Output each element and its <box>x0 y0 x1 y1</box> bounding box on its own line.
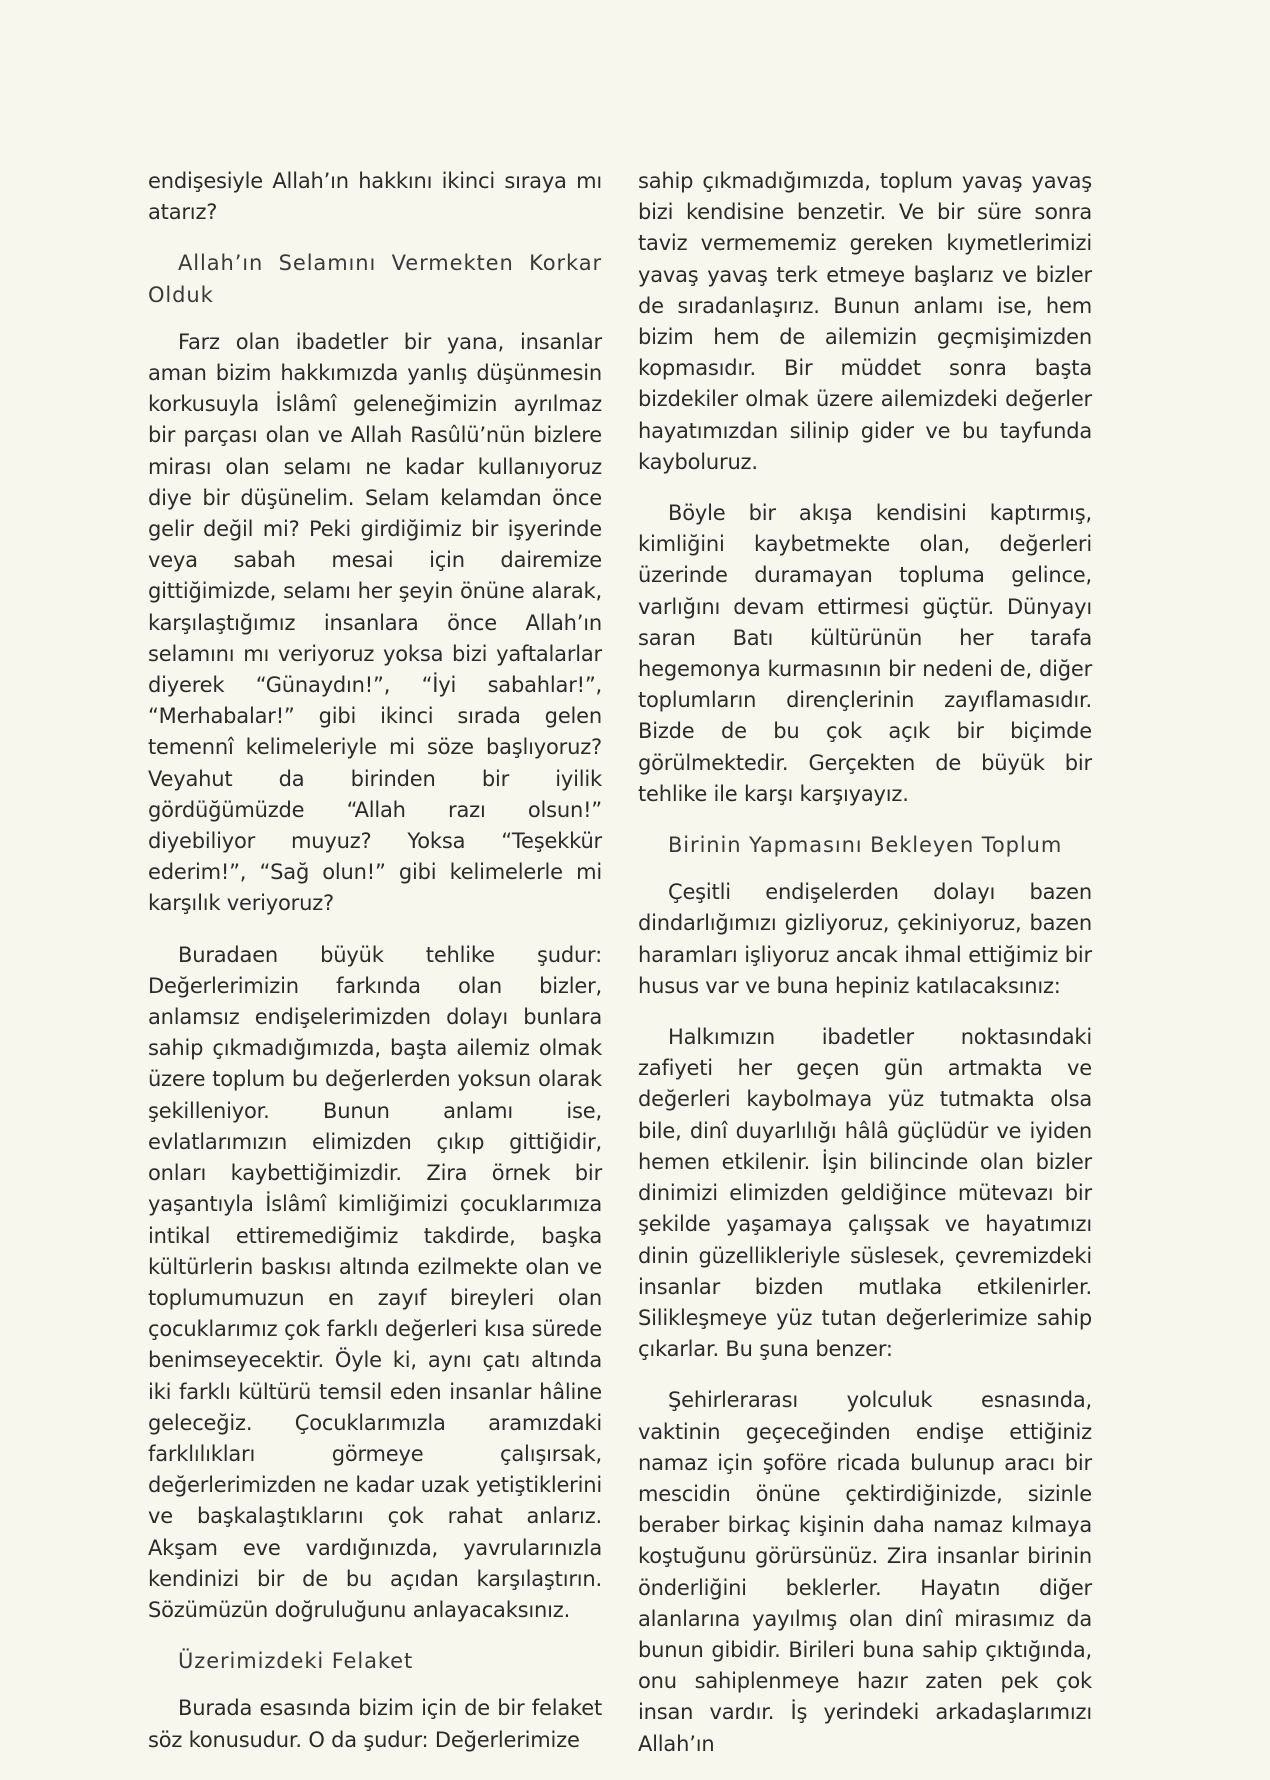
paragraph: Böyle bir akışa kendisini kaptırmış, kimliğini kaybetmekte olan, değerleri üzerinde duramayan topluma gelince, varlığını devam ettirmesi güçtür. Dünyayı saran Batı kültürünün her tarafa hegemonya kurmasının bir nedeni de, diğer toplumların dirençlerinin zayıflamasıdır. Bizde de bu çok açık bir biçimde görülmektedir. Gerçekten de büyük bir tehlike ile karşı karşıyayız. <box>638 501 1092 806</box>
paragraph: Buradaen büyük tehlike şudur: Değerlerimizin farkında olan bizler, anlamsız endişelerimizden dolayı bunlara sahip çıkmadığımızda, başta ailemiz olmak üzere toplum bu değerlerden yoksun olarak şekilleniyor. Bunun anlamı ise, evlatlarımızın elimizden çıkıp gittiğidir, onları kaybettiğimizdir. Zira örnek bir yaşantıyla İslâmî kimliğimizi çocuklarımıza intikal ettiremediğimiz takdirde, başka kültürlerin baskısı altında ezilmekte olan ve toplumumuzun en zayıf bireyleri olan çocuklarımız çok farklı değerleri kısa sürede benimseyecektir. Öyle ki, aynı çatı altında iki farklı kültürü temsil eden insanlar hâline geleceğiz. Çocuklarımızla aramızdaki farklılıkları görmeye çalışırsak, değerlerimizden ne kadar uzak yetiştiklerini ve başkalaştıklarını çok rahat anlarız. Akşam eve vardığınızda, yavrularınızla kendinizi bir de bu açıdan karşılaştırın. Sözümüzün doğruluğunu anlayacaksınız. <box>148 942 602 1622</box>
section-heading: Birinin Yapmasını Bekleyen Toplum <box>668 833 1063 858</box>
paragraph: Halkımızın ibadetler noktasındaki zafiyeti her geçen gün artmakta ve değerleri kaybolmaya yüz tutmakta olsa bile, dinî duyarlılığı hâlâ güçlüdür ve iyiden hemen etkilenir. İşin bilincinde olan bizler dinimizi elimizden geldiğince mütevazı bir şekilde yaşamaya çalışsak ve hayatımızı dinin güzellikleriyle süslesek, çevremizdeki insanlar bizden mutlaka etkilenirler. Silikleşmeye yüz tutan değerlerimize sahip çıkarlar. Bu şuna benzer: <box>638 1025 1092 1362</box>
section-heading: Üzerimizdeki Felaket <box>178 1649 414 1674</box>
paragraph: Şehirlerarası yolculuk esnasında, vaktinin geçeceğinden endişe ettiğiniz namaz için şoföre ricada bulunup aracı bir mescidin önüne çektirdiğinizde, sizinle beraber birkaç kişinin daha namaz kılmaya koştuğunu görürsünüz. Zira insanlar birinin önderliğini beklerler. Hayatın diğer alanlarına yayılmış olan dinî mirasımız da bunun gibidir. Birileri buna sahip çıktığında, onu sahiplenmeye hazır zaten pek çok insan vardır. İş yerindeki arkadaşlarımızı Allah’ın <box>638 1388 1092 1756</box>
paragraph: endişesiyle Allah’ın hakkını ikinci sıraya mı atarız? <box>148 169 602 225</box>
left-column <box>148 166 602 1776</box>
paragraph: Çeşitli endişelerden dolayı bazen dindarlığımızı gizliyoruz, çekiniyoruz, bazen haramları işliyoruz ancak ihmal ettiğimiz bir husus var ve buna hepiniz katılacaksınız: <box>638 880 1092 998</box>
section-heading: Allah’ın Selamını Vermekten Korkar Olduk <box>148 251 602 307</box>
paragraph: Burada esasında bizim için de bir felaket söz konusudur. O da şudur: Değerlerimize <box>148 1696 602 1752</box>
right-column <box>638 166 1092 1780</box>
paragraph: sahip çıkmadığımızda, toplum yavaş yavaş bizi kendisine benzetir. Ve bir süre sonra taviz vermememiz gereken kıymetlerimizi yavaş yavaş terk etmeye başlarız ve bizler de sıradanlaşırız. Bunun anlamı ise, hem bizim hem de ailemizin geçmişimizden kopmasıdır. Bir müddet sonra başta bizdekiler olmak üzere ailemizdeki değerler hayatımızdan silinip gider ve bu tayfunda kayboluruz. <box>638 169 1092 474</box>
paragraph: Farz olan ibadetler bir yana, insanlar aman bizim hakkımızda yanlış düşünmesin korkusuyla İslâmî geleneğimizin ayrılmaz bir parçası olan ve Allah Rasûlü’nün bizlere mirası olan selamı ne kadar kullanıyoruz diye bir düşünelim. Selam kelamdan önce gelir değil mi? Peki girdiğimiz bir işyerinde veya sabah mesai için dairemize gittiğimizde, selamı her şeyin önüne alarak, karşılaştığımız insanlara önce Allah’ın selamını mı veriyoruz yoksa bizi yaftalarlar diyerek “Günaydın!”, “İyi sabahlar!”, “Merhabalar!” gibi ikinci sırada gelen temennî kelimeleriyle mi söze başlıyoruz? Veyahut da birinden bir iyilik gördüğümüzde “Allah razı olsun!” diyebiliyor muyuz? Yoksa “Teşekkür ederim!”, “Sağ olun!” gibi kelimelerle mi karşılık veriyoruz? <box>148 329 602 916</box>
